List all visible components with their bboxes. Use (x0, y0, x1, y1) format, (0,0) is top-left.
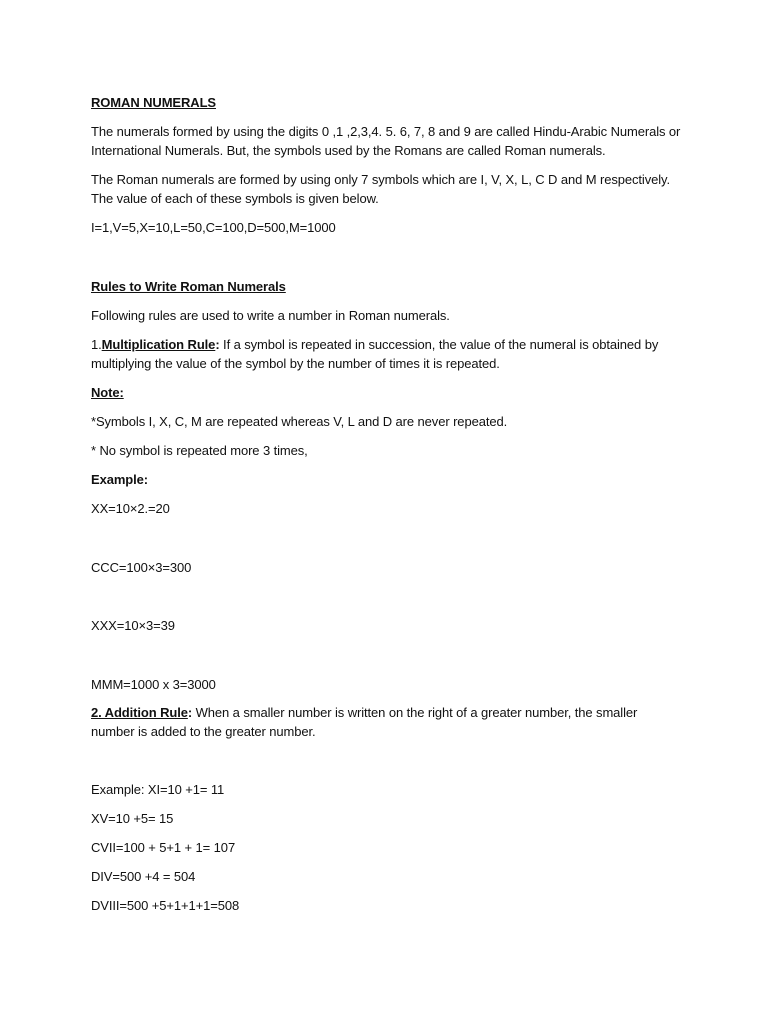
rule-1-example: CCC=100×3=300 (91, 560, 192, 575)
example-label: Example: (91, 472, 149, 487)
symbols-para-line-1: The Roman numerals are formed by using only 7 symbols which are I, V, X, L, C D and M respectively. (91, 172, 670, 187)
rule-1-example: XXX=10×3=39 (91, 618, 175, 633)
rule-2-line-1 (91, 703, 691, 722)
rule-2-example: DVIII=500 +5+1+1+1=508 (91, 898, 240, 913)
rule-1-colon: : (215, 337, 220, 352)
symbols-para-line-2: The value of each of these symbols is given below. (91, 191, 379, 206)
rule-1-name: Multiplication Rule (101, 337, 216, 352)
intro-line-2: International Numerals. But, the symbols used by the Romans are called Roman numerals. (91, 143, 606, 158)
rule-1-line-2: multiplying the value of the symbol by the number of times it is repeated. (91, 356, 500, 371)
rules-intro: Following rules are used to write a number in Roman numerals. (91, 308, 450, 323)
note-label: Note: (91, 385, 124, 400)
rule-2-line-2: number is added to the greater number. (91, 724, 316, 739)
symbol-values-line: I=1,V=5,X=10,L=50,C=100,D=500,M=1000 (91, 220, 336, 235)
note-item-2: * No symbol is repeated more 3 times, (91, 443, 308, 458)
rules-heading: Rules to Write Roman Numerals (91, 279, 286, 294)
rule-2-example: XV=10 +5= 15 (91, 811, 174, 826)
rule-1-example: XX=10×2.=20 (91, 501, 170, 516)
rule-1-example: MMM=1000 x 3=3000 (91, 677, 216, 692)
rule-2-example: DIV=500 +4 = 504 (91, 869, 196, 884)
rule-2-example: CVII=100 + 5+1 + 1= 107 (91, 840, 236, 855)
note-item-1: *Symbols I, X, C, M are repeated whereas V, L and D are never repeated. (91, 414, 508, 429)
document-title: ROMAN NUMERALS (91, 95, 216, 110)
rule-1-line-1 (91, 335, 691, 354)
rule-2-text-1: When a smaller number is written on the right of a greater number, the smaller (192, 705, 638, 720)
rule-1-text-1: If a symbol is repeated in succession, the value of the numeral is obtained by (219, 337, 659, 352)
rule-2-example: Example: XI=10 +1= 11 (91, 782, 225, 797)
rule-2-name: 2. Addition Rule (91, 705, 188, 720)
rule-2-colon: : (187, 705, 193, 720)
intro-line-1: The numerals formed by using the digits 0 ,1 ,2,3,4. 5. 6, 7, 8 and 9 are called Hindu-Arabic Numerals or (91, 124, 681, 139)
rule-1-number: 1. (91, 337, 102, 352)
